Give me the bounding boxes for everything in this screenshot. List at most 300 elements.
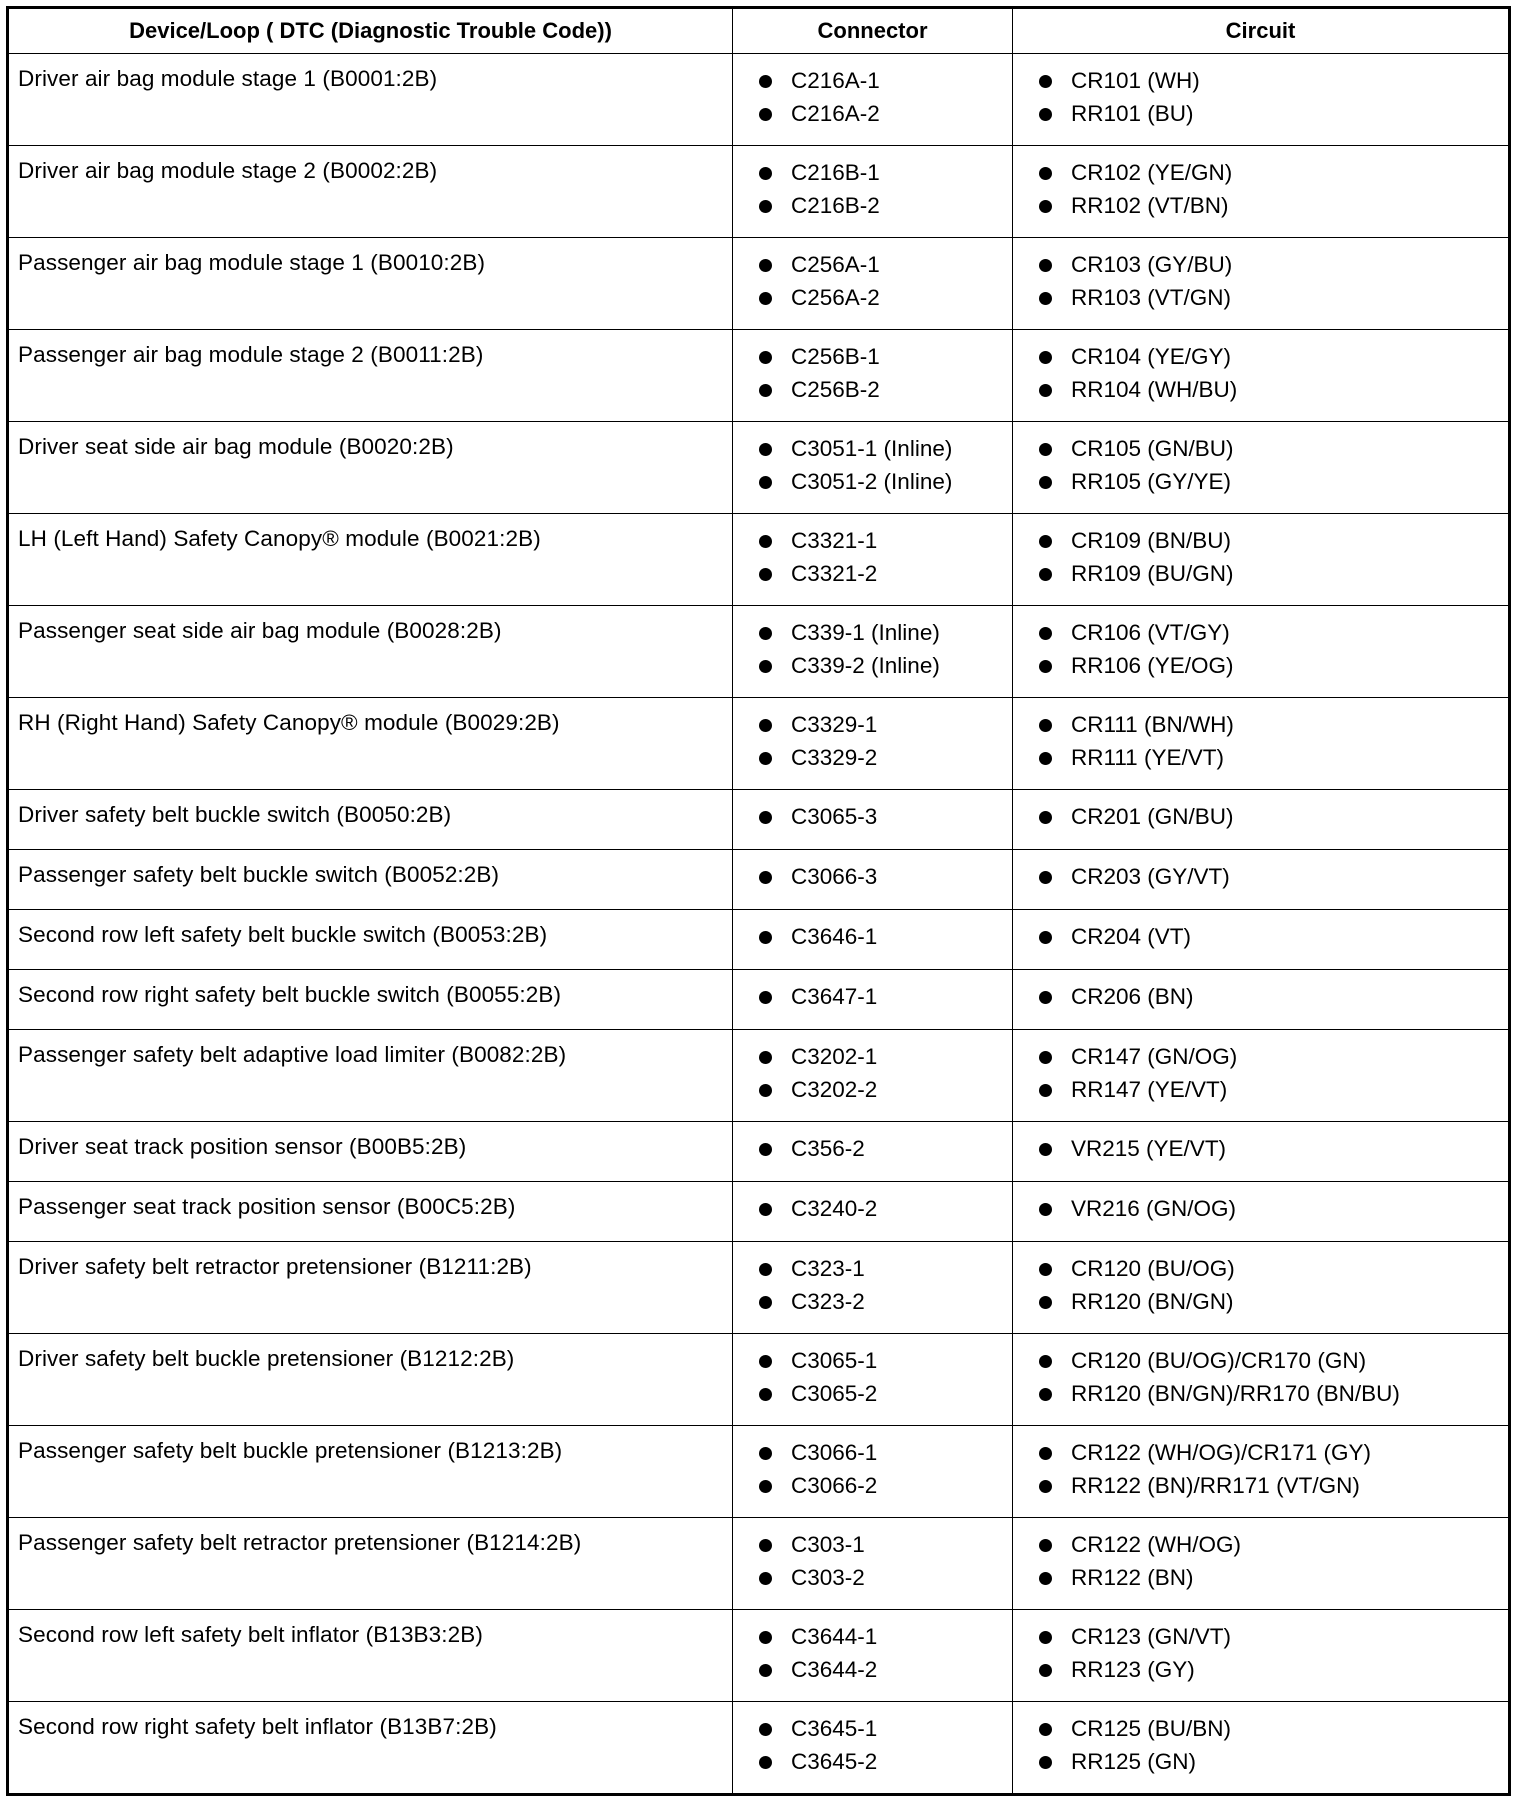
connector-cell <box>733 146 1013 238</box>
connector-text: C3645-1 <box>791 1716 878 1741</box>
circuit-cell <box>1013 850 1510 910</box>
connector-list-item <box>759 1621 1012 1654</box>
connector-list-item <box>759 1345 1012 1378</box>
connector-cell <box>733 850 1013 910</box>
circuit-list-item <box>1039 709 1508 742</box>
circuit-text: RR122 (BN)/RR171 (VT/GN) <box>1071 1472 1360 1498</box>
device-loop-cell: Driver seat side air bag module (B0020:2B) <box>8 422 733 514</box>
connector-text: C3202-1 <box>791 1044 878 1069</box>
bullet-icon <box>1039 1051 1052 1064</box>
bullet-icon <box>1039 443 1052 456</box>
connector-text: C3065-3 <box>791 804 878 829</box>
circuit-text: CR111 (BN/WH) <box>1071 712 1234 737</box>
header-connector: Connector <box>733 8 1013 54</box>
circuit-list <box>1013 606 1508 682</box>
circuit-list-item <box>1039 617 1508 650</box>
device-loop-cell: Second row left safety belt buckle switch (B0053:2B) <box>8 910 733 970</box>
circuit-list-item <box>1039 1713 1508 1746</box>
connector-text: C356-2 <box>791 1136 865 1161</box>
circuit-text: CR102 (YE/GN) <box>1071 160 1233 185</box>
circuit-text: CR206 (BN) <box>1071 984 1194 1009</box>
bullet-icon <box>1039 1143 1052 1156</box>
connector-list <box>733 1242 1012 1318</box>
connector-list-item <box>759 1074 1012 1107</box>
bullet-icon <box>759 200 772 213</box>
connector-text: C3329-2 <box>791 744 878 770</box>
circuit-list-item <box>1039 65 1508 98</box>
connector-text: C3066-3 <box>791 864 878 889</box>
circuit-text: CR103 (GY/BU) <box>1071 252 1233 277</box>
connector-cell <box>733 1122 1013 1182</box>
connector-text: C3051-1 (Inline) <box>791 436 953 461</box>
device-loop-cell: Second row right safety belt buckle switch (B0055:2B) <box>8 970 733 1030</box>
circuit-text: VR216 (GN/OG) <box>1071 1196 1237 1221</box>
circuit-text: CR120 (BU/OG)/CR170 (GN) <box>1071 1348 1367 1373</box>
circuit-list <box>1013 238 1508 314</box>
circuit-text: CR101 (WH) <box>1071 68 1200 93</box>
circuit-text: RR103 (VT/GN) <box>1071 284 1232 310</box>
circuit-list <box>1013 1242 1508 1318</box>
connector-text: C216B-1 <box>791 160 880 185</box>
circuit-list-item <box>1039 525 1508 558</box>
circuit-list-item <box>1039 282 1508 315</box>
connector-text: C323-2 <box>791 1288 865 1314</box>
circuit-list-item <box>1039 1654 1508 1687</box>
bullet-icon <box>759 1203 772 1216</box>
circuit-cell <box>1013 330 1510 422</box>
bullet-icon <box>759 1447 772 1460</box>
bullet-icon <box>1039 1203 1052 1216</box>
circuit-cell <box>1013 790 1510 850</box>
connector-list <box>733 1702 1012 1778</box>
connector-text: C339-1 (Inline) <box>791 620 940 645</box>
bullet-icon <box>1039 1539 1052 1552</box>
table-row <box>8 1182 1510 1242</box>
circuit-list <box>1013 330 1508 406</box>
bullet-icon <box>1039 627 1052 640</box>
dtc-connector-circuit-table <box>6 6 1511 1796</box>
connector-text: C256A-2 <box>791 284 880 310</box>
connector-text: C3644-2 <box>791 1656 878 1682</box>
connector-list-item <box>759 1654 1012 1687</box>
circuit-list-item <box>1039 801 1508 834</box>
bullet-icon <box>759 871 772 884</box>
bullet-icon <box>759 443 772 456</box>
connector-cell <box>733 1426 1013 1518</box>
device-loop-cell: Passenger air bag module stage 1 (B0010:2B) <box>8 238 733 330</box>
connector-list-item <box>759 98 1012 131</box>
circuit-text: RR104 (WH/BU) <box>1071 376 1238 402</box>
bullet-icon <box>1039 292 1052 305</box>
circuit-text: RR102 (VT/BN) <box>1071 192 1229 218</box>
connector-text: C3066-1 <box>791 1440 878 1465</box>
circuit-text: CR122 (WH/OG) <box>1071 1532 1242 1557</box>
connector-list-item <box>759 981 1012 1014</box>
bullet-icon <box>1039 1388 1052 1401</box>
circuit-text: CR104 (YE/GY) <box>1071 344 1232 369</box>
bullet-icon <box>1039 384 1052 397</box>
circuit-list <box>1013 1518 1508 1594</box>
circuit-list-item <box>1039 433 1508 466</box>
device-loop-cell: Passenger safety belt buckle pretensioner (B1213:2B) <box>8 1426 733 1518</box>
bullet-icon <box>759 1539 772 1552</box>
bullet-icon <box>759 1631 772 1644</box>
circuit-text: CR204 (VT) <box>1071 924 1192 949</box>
circuit-text: RR101 (BU) <box>1071 100 1194 126</box>
connector-text: C3644-1 <box>791 1624 878 1649</box>
connector-cell <box>733 54 1013 146</box>
circuit-list <box>1013 850 1508 894</box>
bullet-icon <box>1039 259 1052 272</box>
connector-cell <box>733 970 1013 1030</box>
connector-list <box>733 514 1012 590</box>
circuit-list-item <box>1039 1193 1508 1226</box>
circuit-text: CR109 (BN/BU) <box>1071 528 1232 553</box>
circuit-text: RR123 (GY) <box>1071 1656 1195 1682</box>
bullet-icon <box>1039 1263 1052 1276</box>
circuit-cell <box>1013 1122 1510 1182</box>
bullet-icon <box>1039 719 1052 732</box>
connector-list-item <box>759 1562 1012 1595</box>
table-row <box>8 1122 1510 1182</box>
connector-list-item <box>759 709 1012 742</box>
connector-list-item <box>759 433 1012 466</box>
table-row <box>8 790 1510 850</box>
connector-cell <box>733 1242 1013 1334</box>
bullet-icon <box>759 1723 772 1736</box>
circuit-list <box>1013 970 1508 1014</box>
circuit-cell <box>1013 1242 1510 1334</box>
connector-list-item <box>759 921 1012 954</box>
circuit-list-item <box>1039 742 1508 775</box>
connector-list <box>733 1426 1012 1502</box>
device-loop-cell: Driver safety belt buckle pretensioner (B1212:2B) <box>8 1334 733 1426</box>
connector-list <box>733 606 1012 682</box>
device-loop-cell: Driver air bag module stage 1 (B0001:2B) <box>8 54 733 146</box>
connector-list-item <box>759 742 1012 775</box>
connector-cell <box>733 1702 1013 1795</box>
bullet-icon <box>1039 991 1052 1004</box>
circuit-text: CR123 (GN/VT) <box>1071 1624 1232 1649</box>
bullet-icon <box>1039 811 1052 824</box>
circuit-cell <box>1013 514 1510 606</box>
connector-text: C339-2 (Inline) <box>791 652 940 678</box>
circuit-list <box>1013 910 1508 954</box>
connector-text: C303-2 <box>791 1564 865 1590</box>
bullet-icon <box>759 535 772 548</box>
bullet-icon <box>1039 871 1052 884</box>
bullet-icon <box>759 1388 772 1401</box>
connector-cell <box>733 606 1013 698</box>
bullet-icon <box>759 1263 772 1276</box>
table-row <box>8 1334 1510 1426</box>
header-device-loop: Device/Loop ( DTC (Diagnostic Trouble Code)) <box>8 8 733 54</box>
bullet-icon <box>759 476 772 489</box>
connector-cell <box>733 1610 1013 1702</box>
connector-text: C3647-1 <box>791 984 878 1009</box>
bullet-icon <box>759 292 772 305</box>
circuit-list-item <box>1039 1253 1508 1286</box>
circuit-list-item <box>1039 558 1508 591</box>
bullet-icon <box>759 811 772 824</box>
connector-list-item <box>759 190 1012 223</box>
circuit-list <box>1013 698 1508 774</box>
connector-list-item <box>759 1193 1012 1226</box>
table-row <box>8 146 1510 238</box>
circuit-text: RR120 (BN/GN) <box>1071 1288 1234 1314</box>
connector-list-item <box>759 801 1012 834</box>
connector-text: C216B-2 <box>791 192 880 218</box>
circuit-text: RR109 (BU/GN) <box>1071 560 1234 586</box>
connector-list <box>733 54 1012 130</box>
bullet-icon <box>1039 1631 1052 1644</box>
table-row <box>8 850 1510 910</box>
circuit-list <box>1013 1610 1508 1686</box>
circuit-list-item <box>1039 157 1508 190</box>
circuit-list-item <box>1039 650 1508 683</box>
bullet-icon <box>759 627 772 640</box>
circuit-cell <box>1013 1182 1510 1242</box>
connector-cell <box>733 1030 1013 1122</box>
bullet-icon <box>759 75 772 88</box>
bullet-icon <box>1039 568 1052 581</box>
connector-list <box>733 970 1012 1014</box>
connector-text: C3202-2 <box>791 1076 878 1102</box>
circuit-text: CR201 (GN/BU) <box>1071 804 1234 829</box>
connector-cell <box>733 330 1013 422</box>
bullet-icon <box>1039 200 1052 213</box>
device-loop-cell: Passenger safety belt buckle switch (B0052:2B) <box>8 850 733 910</box>
circuit-list <box>1013 146 1508 222</box>
circuit-cell <box>1013 146 1510 238</box>
bullet-icon <box>1039 476 1052 489</box>
connector-list <box>733 850 1012 894</box>
device-loop-cell: Second row right safety belt inflator (B13B7:2B) <box>8 1702 733 1795</box>
circuit-text: RR120 (BN/GN)/RR170 (BN/BU) <box>1071 1380 1400 1406</box>
circuit-list-item <box>1039 1074 1508 1107</box>
device-loop-cell: Passenger air bag module stage 2 (B0011:2B) <box>8 330 733 422</box>
connector-list <box>733 1334 1012 1410</box>
bullet-icon <box>759 1051 772 1064</box>
circuit-list-item <box>1039 374 1508 407</box>
bullet-icon <box>759 991 772 1004</box>
connector-cell <box>733 1182 1013 1242</box>
bullet-icon <box>759 1355 772 1368</box>
circuit-list-item <box>1039 1746 1508 1779</box>
table-row <box>8 514 1510 606</box>
device-loop-cell: RH (Right Hand) Safety Canopy® module (B0029:2B) <box>8 698 733 790</box>
circuit-list <box>1013 1182 1508 1226</box>
circuit-list <box>1013 1334 1508 1410</box>
circuit-list <box>1013 1426 1508 1502</box>
connector-text: C3066-2 <box>791 1472 878 1498</box>
circuit-list <box>1013 1122 1508 1166</box>
connector-list-item <box>759 650 1012 683</box>
circuit-text: RR122 (BN) <box>1071 1564 1194 1590</box>
circuit-list-item <box>1039 249 1508 282</box>
connector-text: C323-1 <box>791 1256 865 1281</box>
connector-text: C3645-2 <box>791 1748 878 1774</box>
bullet-icon <box>1039 1447 1052 1460</box>
circuit-text: CR125 (BU/BN) <box>1071 1716 1232 1741</box>
connector-list-item <box>759 1437 1012 1470</box>
circuit-list-item <box>1039 1286 1508 1319</box>
circuit-list-item <box>1039 1529 1508 1562</box>
table-row <box>8 1242 1510 1334</box>
table-header-row <box>8 8 1510 54</box>
bullet-icon <box>759 568 772 581</box>
bullet-icon <box>759 660 772 673</box>
connector-text: C3065-2 <box>791 1380 878 1406</box>
circuit-list-item <box>1039 1470 1508 1503</box>
connector-list <box>733 1518 1012 1594</box>
connector-list-item <box>759 1286 1012 1319</box>
connector-list-item <box>759 861 1012 894</box>
connector-list <box>733 1122 1012 1166</box>
circuit-text: CR106 (VT/GY) <box>1071 620 1230 645</box>
bullet-icon <box>1039 1572 1052 1585</box>
connector-list-item <box>759 1041 1012 1074</box>
connector-list-item <box>759 1378 1012 1411</box>
circuit-text: RR105 (GY/YE) <box>1071 468 1232 494</box>
bullet-icon <box>1039 351 1052 364</box>
bullet-icon <box>759 1664 772 1677</box>
device-loop-cell: Second row left safety belt inflator (B13B3:2B) <box>8 1610 733 1702</box>
circuit-cell <box>1013 1030 1510 1122</box>
bullet-icon <box>1039 1756 1052 1769</box>
connector-text: C3321-2 <box>791 560 878 586</box>
circuit-list-item <box>1039 341 1508 374</box>
circuit-cell <box>1013 1426 1510 1518</box>
device-loop-cell: Driver safety belt buckle switch (B0050:2B) <box>8 790 733 850</box>
connector-cell <box>733 1518 1013 1610</box>
bullet-icon <box>759 1084 772 1097</box>
connector-cell <box>733 698 1013 790</box>
connector-list-item <box>759 341 1012 374</box>
circuit-text: CR122 (WH/OG)/CR171 (GY) <box>1071 1440 1372 1465</box>
device-loop-cell: Passenger seat track position sensor (B00C5:2B) <box>8 1182 733 1242</box>
bullet-icon <box>759 259 772 272</box>
connector-list <box>733 910 1012 954</box>
connector-list-item <box>759 1133 1012 1166</box>
connector-list-item <box>759 466 1012 499</box>
table-row <box>8 1610 1510 1702</box>
bullet-icon <box>759 384 772 397</box>
connector-list-item <box>759 249 1012 282</box>
connector-list <box>733 146 1012 222</box>
circuit-cell <box>1013 606 1510 698</box>
connector-text: C3646-1 <box>791 924 878 949</box>
circuit-list-item <box>1039 1378 1508 1411</box>
connector-cell <box>733 910 1013 970</box>
table-row <box>8 698 1510 790</box>
bullet-icon <box>759 1572 772 1585</box>
bullet-icon <box>759 1143 772 1156</box>
connector-list-item <box>759 282 1012 315</box>
circuit-list-item <box>1039 1041 1508 1074</box>
circuit-list-item <box>1039 1133 1508 1166</box>
connector-cell <box>733 514 1013 606</box>
bullet-icon <box>759 1480 772 1493</box>
circuit-cell <box>1013 970 1510 1030</box>
connector-list-item <box>759 525 1012 558</box>
circuit-cell <box>1013 54 1510 146</box>
bullet-icon <box>1039 752 1052 765</box>
connector-list-item <box>759 1746 1012 1779</box>
table-row <box>8 330 1510 422</box>
circuit-cell <box>1013 910 1510 970</box>
bullet-icon <box>759 752 772 765</box>
circuit-text: RR111 (YE/VT) <box>1071 744 1224 770</box>
circuit-text: CR120 (BU/OG) <box>1071 1256 1235 1281</box>
connector-list <box>733 1030 1012 1106</box>
bullet-icon <box>1039 931 1052 944</box>
bullet-icon <box>1039 75 1052 88</box>
circuit-list-item <box>1039 98 1508 131</box>
bullet-icon <box>1039 108 1052 121</box>
connector-list <box>733 1182 1012 1226</box>
connector-cell <box>733 422 1013 514</box>
circuit-text: CR105 (GN/BU) <box>1071 436 1234 461</box>
device-loop-cell: Driver safety belt retractor pretensioner (B1211:2B) <box>8 1242 733 1334</box>
connector-text: C216A-1 <box>791 68 880 93</box>
circuit-list-item <box>1039 1437 1508 1470</box>
circuit-text: RR147 (YE/VT) <box>1071 1076 1228 1102</box>
table-row <box>8 422 1510 514</box>
connector-text: C256B-2 <box>791 376 880 402</box>
bullet-icon <box>759 719 772 732</box>
circuit-cell <box>1013 1334 1510 1426</box>
bullet-icon <box>1039 1664 1052 1677</box>
connector-list-item <box>759 374 1012 407</box>
connector-list <box>733 790 1012 834</box>
connector-text: C3051-2 (Inline) <box>791 468 953 494</box>
circuit-list-item <box>1039 466 1508 499</box>
table-row <box>8 54 1510 146</box>
connector-text: C3321-1 <box>791 528 878 553</box>
bullet-icon <box>1039 1296 1052 1309</box>
connector-text: C3065-1 <box>791 1348 878 1373</box>
table-row <box>8 1702 1510 1795</box>
connector-list-item <box>759 1253 1012 1286</box>
circuit-cell <box>1013 1702 1510 1795</box>
bullet-icon <box>1039 1480 1052 1493</box>
bullet-icon <box>759 108 772 121</box>
circuit-text: VR215 (YE/VT) <box>1071 1136 1227 1161</box>
device-loop-cell: Passenger safety belt retractor pretensioner (B1214:2B) <box>8 1518 733 1610</box>
circuit-list-item <box>1039 1345 1508 1378</box>
circuit-cell <box>1013 1518 1510 1610</box>
bullet-icon <box>1039 1084 1052 1097</box>
circuit-list-item <box>1039 190 1508 223</box>
connector-text: C303-1 <box>791 1532 865 1557</box>
table-row <box>8 1030 1510 1122</box>
bullet-icon <box>759 351 772 364</box>
connector-list-item <box>759 1713 1012 1746</box>
connector-text: C3329-1 <box>791 712 878 737</box>
circuit-list-item <box>1039 981 1508 1014</box>
circuit-list <box>1013 54 1508 130</box>
connector-list-item <box>759 1470 1012 1503</box>
circuit-list <box>1013 790 1508 834</box>
connector-list-item <box>759 65 1012 98</box>
bullet-icon <box>1039 660 1052 673</box>
device-loop-cell: LH (Left Hand) Safety Canopy® module (B0021:2B) <box>8 514 733 606</box>
table-row <box>8 1426 1510 1518</box>
circuit-text: CR147 (GN/OG) <box>1071 1044 1238 1069</box>
connector-text: C256A-1 <box>791 252 880 277</box>
circuit-text: RR106 (YE/OG) <box>1071 652 1234 678</box>
